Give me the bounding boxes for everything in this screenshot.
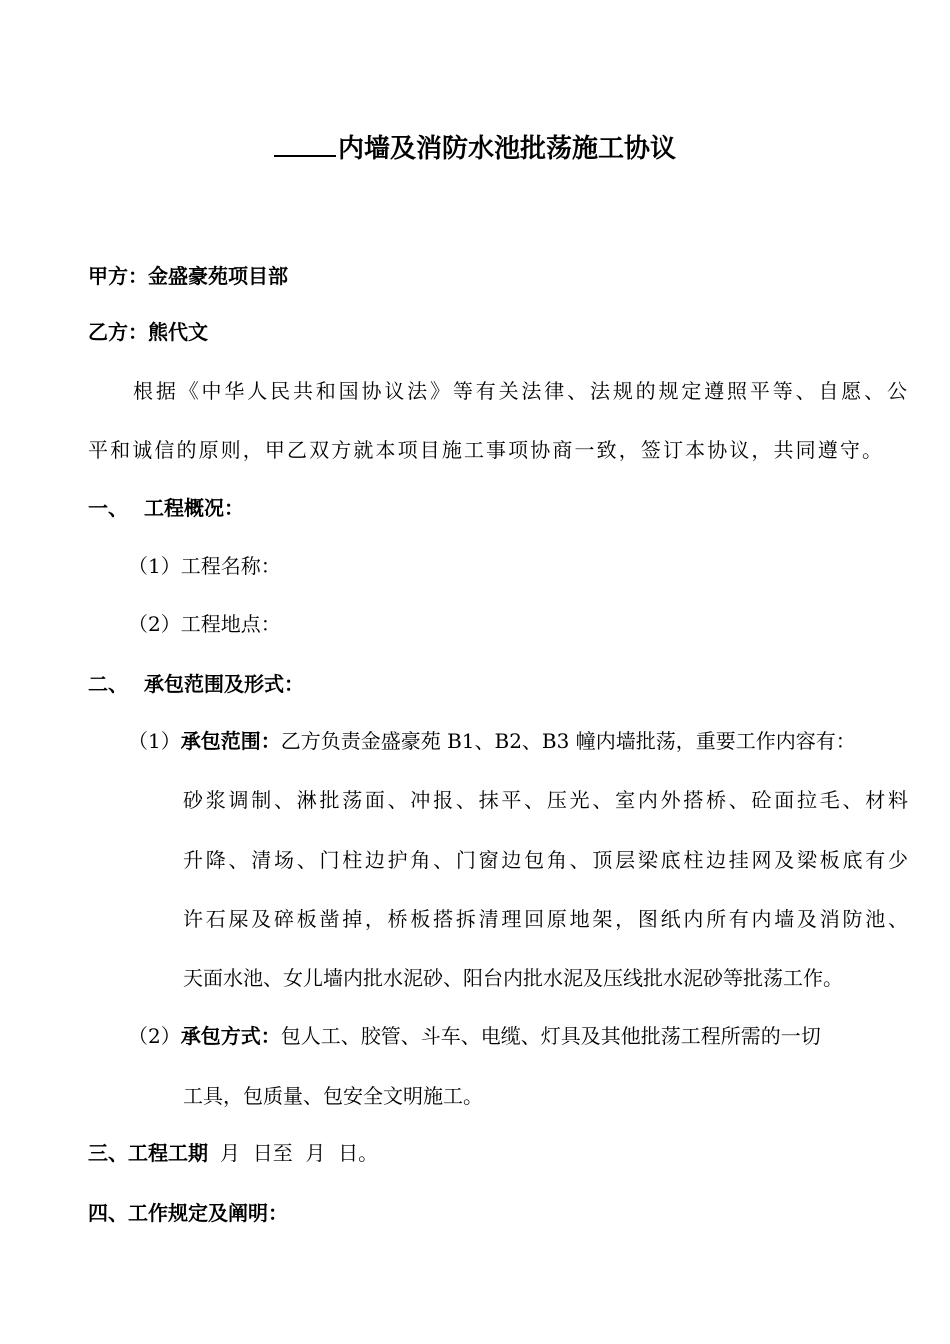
section-3-dates: 月 日至 月 日。: [220, 1141, 379, 1165]
title-blank-line: [274, 133, 336, 157]
document-title: [0, 128, 950, 165]
method-text-1: 包人工、胶管、斗车、电缆、灯具及其他批荡工程所需的一切: [280, 1024, 821, 1048]
scope-line-2: 砂浆调制、淋批荡面、冲报、抹平、压光、室内外搭桥、砼面拉毛、材料: [183, 788, 908, 812]
method-line-2: 工具，包质量、包安全文明施工。: [183, 1084, 483, 1108]
scope-text-1: 乙方负责金盛豪苑 B1、B2、B3 幢内墙批荡，重要工作内容有：: [280, 729, 856, 753]
section-2-number: 二、: [88, 672, 128, 696]
scope-prefix: （1）: [128, 729, 181, 753]
section-1-heading: [88, 498, 244, 518]
section-3-line: [88, 1143, 378, 1163]
scope-line-4: 许石屎及碎板凿掉，桥板搭拆清理回原地架，图纸内所有内墙及消防池、: [183, 907, 908, 931]
scope-label: 承包范围：: [180, 729, 281, 753]
section-1-title: 工程概况：: [144, 496, 244, 520]
party-a: 甲方：金盛豪苑项目部: [88, 264, 288, 288]
section-2-heading: [88, 674, 304, 694]
scope-line-3: 升降、清场、门柱边护角、门窗边包角、顶层梁底柱边挂网及梁板底有少: [183, 848, 908, 872]
section-3-heading: 三、工程工期: [88, 1141, 208, 1165]
method-line-1: [128, 1026, 821, 1046]
section-4-heading: 四、工作规定及阐明：: [88, 1201, 288, 1225]
scope-line-1: [128, 731, 856, 751]
method-label: 承包方式：: [180, 1024, 281, 1048]
section-1-number: 一、: [88, 496, 128, 520]
project-location-item: （2）工程地点：: [128, 612, 281, 636]
scope-line-5: 天面水池、女儿墙内批水泥砂、阳台内批水泥及压线批水泥砂等批荡工作。: [183, 966, 843, 990]
project-name-item: （1）工程名称：: [128, 554, 281, 578]
title-text: 内墙及消防水池批荡施工协议: [337, 134, 676, 164]
party-b: 乙方：熊代文: [88, 320, 208, 344]
section-2-title: 承包范围及形式：: [144, 672, 304, 696]
intro-line-1: 根据《中华人民共和国协议法》等有关法律、法规的规定遵照平等、自愿、公: [133, 379, 907, 403]
method-prefix: （2）: [128, 1024, 181, 1048]
intro-line-2: 平和诚信的原则，甲乙双方就本项目施工事项协商一致，签订本协议，共同遵守。: [88, 438, 882, 462]
